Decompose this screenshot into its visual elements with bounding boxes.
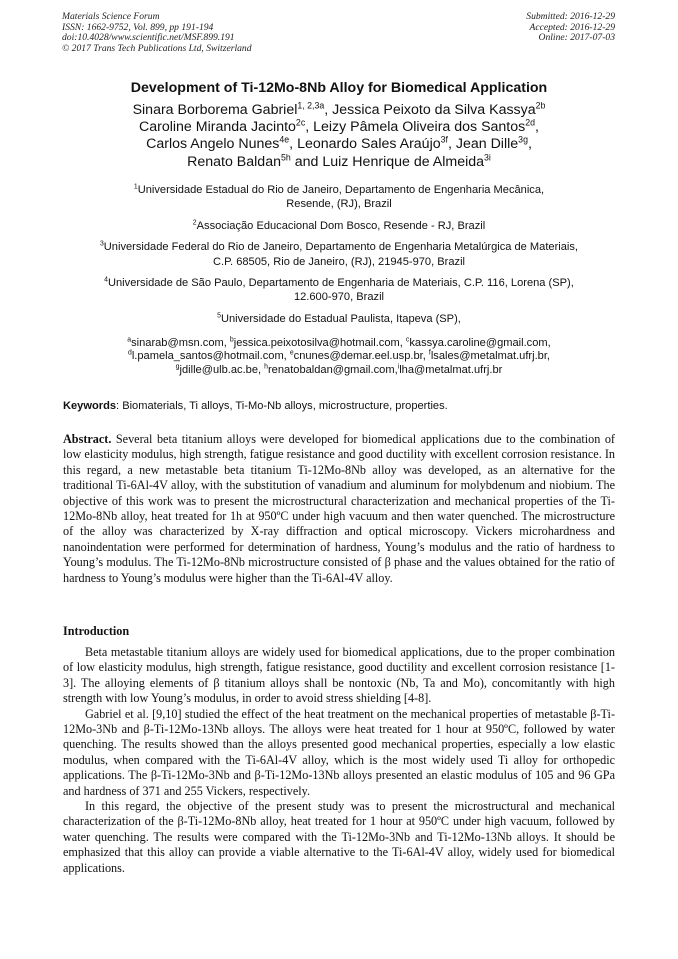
author-affil-mark: 3f [440,134,448,145]
copyright-line: © 2017 Trans Tech Publications Ltd, Switzerland [62,42,252,54]
affiliation-5 [40,312,638,326]
author-name: Caroline Miranda Jacinto [138,119,296,136]
affiliation-text: Universidade Estadual do Rio de Janeiro, Departamento de Engenharia Mecânica, [137,184,545,196]
accepted-date: Accepted: 2016-12-29 [529,21,615,33]
email-mark: b [229,336,234,344]
email-line [40,350,638,363]
affiliation-number: 2 [192,219,197,227]
affiliation-text: Universidade Federal do Rio de Janeiro, Departamento de Engenharia Metalúrgica de Materiais, [103,241,579,254]
author-name: Carlos Angelo Nunes [146,136,280,153]
author-separator: , [305,119,314,136]
author-line [0,136,678,153]
email-mark: h [264,363,268,371]
email-address: jessica.peixotosilva@hotmail.com, [233,337,406,349]
intro-paragraph: Gabriel et al. [9,10] studied the effect of the heat treatment on the mechanical properties of metastable β-Ti-12Mo-3Nb and β-Ti-12Mo-13Nb alloys. The alloys were heat treated for 1 hour at 950ºC, followed by water quenching. The results showed than the alloys presented good mechanical properties, especially a low elastic modulus, when compared with the Ti-6Al-4V alloy, which is the most widely used Ti alloy for orthopedic applications. The β-Ti-12Mo-3Nb and β-Ti-12Mo-13Nb alloys presented an elastic modulus of 105 and 96 GPa and hardness of 371 and 255 Vickers, respectively. [63,706,615,798]
email-address: jdille@ulb.ac.be, [179,363,265,376]
email-address: lha@metalmat.ufrj.br [399,363,503,376]
author-name: Leizy Pâmela Oliveira dos Santos [313,119,526,136]
email-mark: c [405,336,410,344]
author-name: Luiz Henrique de Almeida [322,153,485,170]
author-line [0,102,678,119]
author-affil-mark: 3i [484,151,491,162]
affiliation-number: 1 [133,183,138,191]
author-affil-mark: 2c [295,117,306,128]
email-address: cnunes@demar.eel.usp.br, [293,350,429,363]
author-name: Leonardo Sales Araújo [297,136,441,153]
issn-line: ISSN: 1662-9752, Vol. 899, pp 191-194 [62,21,214,33]
affiliation-3 [40,240,638,268]
publication-dates [526,12,615,44]
author-line [0,119,678,136]
author-affil-mark: 1, 2,3a [297,100,325,111]
author-name: Renato Baldan [187,153,281,170]
email-mark: i [397,363,400,371]
affiliation-4 [40,276,638,304]
author-affil-mark: 3g [518,134,528,145]
email-list [40,337,638,377]
email-mark: a [127,336,132,344]
author-separator: , [324,102,333,118]
author-line [0,151,678,171]
introduction-section [63,645,615,876]
email-line [40,337,638,350]
intro-paragraph: In this regard, the objective of the present study was to present the microstructural and mechanical characterization of the β-Ti-12Mo-8Nb alloy, heat treated for 1 hour at 950ºC under high vacuum, followed by water quenching. The results were compared with the Ti-12Mo-3Nb and Ti-12Mo-13Nb alloys. It should be emphasized that this alloy can provide a viable alternative to the Ti-6Al-4V alloy, widely used for biomedical applications. [63,799,615,875]
email-address: kassya.caroline@gmail.com, [409,337,551,349]
email-address: sinarab@msn.com, [131,337,230,349]
affiliation-number: 4 [104,276,108,284]
affiliation-text: Associação Educacional Dom Bosco, Resende - RJ, Brazil [196,219,486,232]
affiliation-text: Universidade do Estadual Paulista, Itapeva (SP), [220,312,461,325]
email-line [40,364,638,377]
journal-info [62,12,252,54]
affiliation-list [40,183,638,334]
abstract-label: Abstract. [63,432,112,446]
affiliation-number: 3 [99,240,104,248]
affiliation-text: C.P. 68505, Rio de Janeiro, (RJ), 21945-970, Brazil [212,255,465,268]
author-separator: , [527,136,532,153]
email-mark: d [128,349,132,357]
journal-name: Materials Science Forum [62,11,160,22]
email-address: l.pamela_santos@hotmail.com, [131,350,290,363]
abstract-section [63,432,615,586]
email-mark: g [175,363,180,371]
keywords-line [63,400,615,412]
online-date: Online: 2017-07-03 [538,32,615,44]
author-separator: , [535,119,539,136]
author-affil-mark: 2d [525,117,536,128]
author-name: Jessica Peixoto da Silva Kassya [332,102,536,118]
abstract-text: Several beta titanium alloys were developed for biomedical applications due to the combination of low elasticity modulus, high strength, fatigue resistance and good ductility with excellent corrosion resistance. In this regard, a new metastable beta titanium Ti-12Mo-8Nb alloy was developed, as an alternative for the traditional Ti-6Al-4V alloy, with the substitution of vanadium and aluminum for molybdenum and niobium. The objective of this work was to present the microstructural characterization and mechanical properties of the Ti-12Mo-8Nb alloy, heat treated for 1h at 950ºC under high vacuum and then water quenched. The microstructure of the alloy was characterized by X-ray diffraction and optical microscopy. Vickers microhardness and nanoindentation were performed for determination of hardness, Young’s modulus and the ratio of hardness to Young’s modulus. The Ti-12Mo-8Nb microstructure consisted of β phase and the values obtained for the ratio of hardness to Young’s modulus were higher than the Ti-6Al-4V alloy. [63,432,615,585]
keywords-text: : Biomaterials, Ti alloys, Ti-Mo-Nb alloys, microstructure, properties. [116,400,448,412]
email-mark: f [428,349,431,357]
affiliation-text: Resende, (RJ), Brazil [286,198,392,211]
author-affil-mark: 4e [279,134,290,145]
email-mark: e [289,349,294,357]
abstract-paragraph [63,432,615,586]
intro-paragraph: Beta metastable titanium alloys are widely used for biomedical applications, due to the proper combination of low elasticity modulus, high strength, fatigue resistance, good ductility and excellent corrosion resistance [1-3]. The alloying elements of β titanium alloys shall be nontoxic (Nb, Ta and Mo), concomitantly with high strength with low Young’s modulus, in order to avoid stress shielding [4-8]. [63,645,615,706]
email-address: renatobaldan@gmail.com, [267,363,398,376]
introduction-heading: Introduction [63,624,130,638]
author-name: Jean Dille [455,136,519,153]
author-list [0,102,678,171]
email-address: lsales@metalmat.ufrj.br, [430,350,550,363]
affiliation-text: 12.600-970, Brazil [293,291,385,304]
author-separator: and [290,153,323,170]
author-affil-mark: 2b [535,100,546,111]
paper-title: Development of Ti-12Mo-8Nb Alloy for Biomedical Application [130,80,548,96]
author-name: Sinara Borborema Gabriel [132,102,298,118]
affiliation-1 [40,183,638,211]
doi-line: doi:10.4028/www.scientific.net/MSF.899.191 [62,32,235,44]
affiliation-text: Universidade de São Paulo, Departamento de Engenharia de Materiais, C.P. 116, Lorena (SP), [108,277,574,290]
keywords-label: Keywords [63,400,117,412]
author-separator: , [447,136,456,153]
affiliation-2 [40,219,638,233]
author-affil-mark: 5h [280,151,291,162]
submitted-date: Submitted: 2016-12-29 [526,11,615,22]
affiliation-number: 5 [217,312,221,320]
author-separator: , [289,136,298,153]
